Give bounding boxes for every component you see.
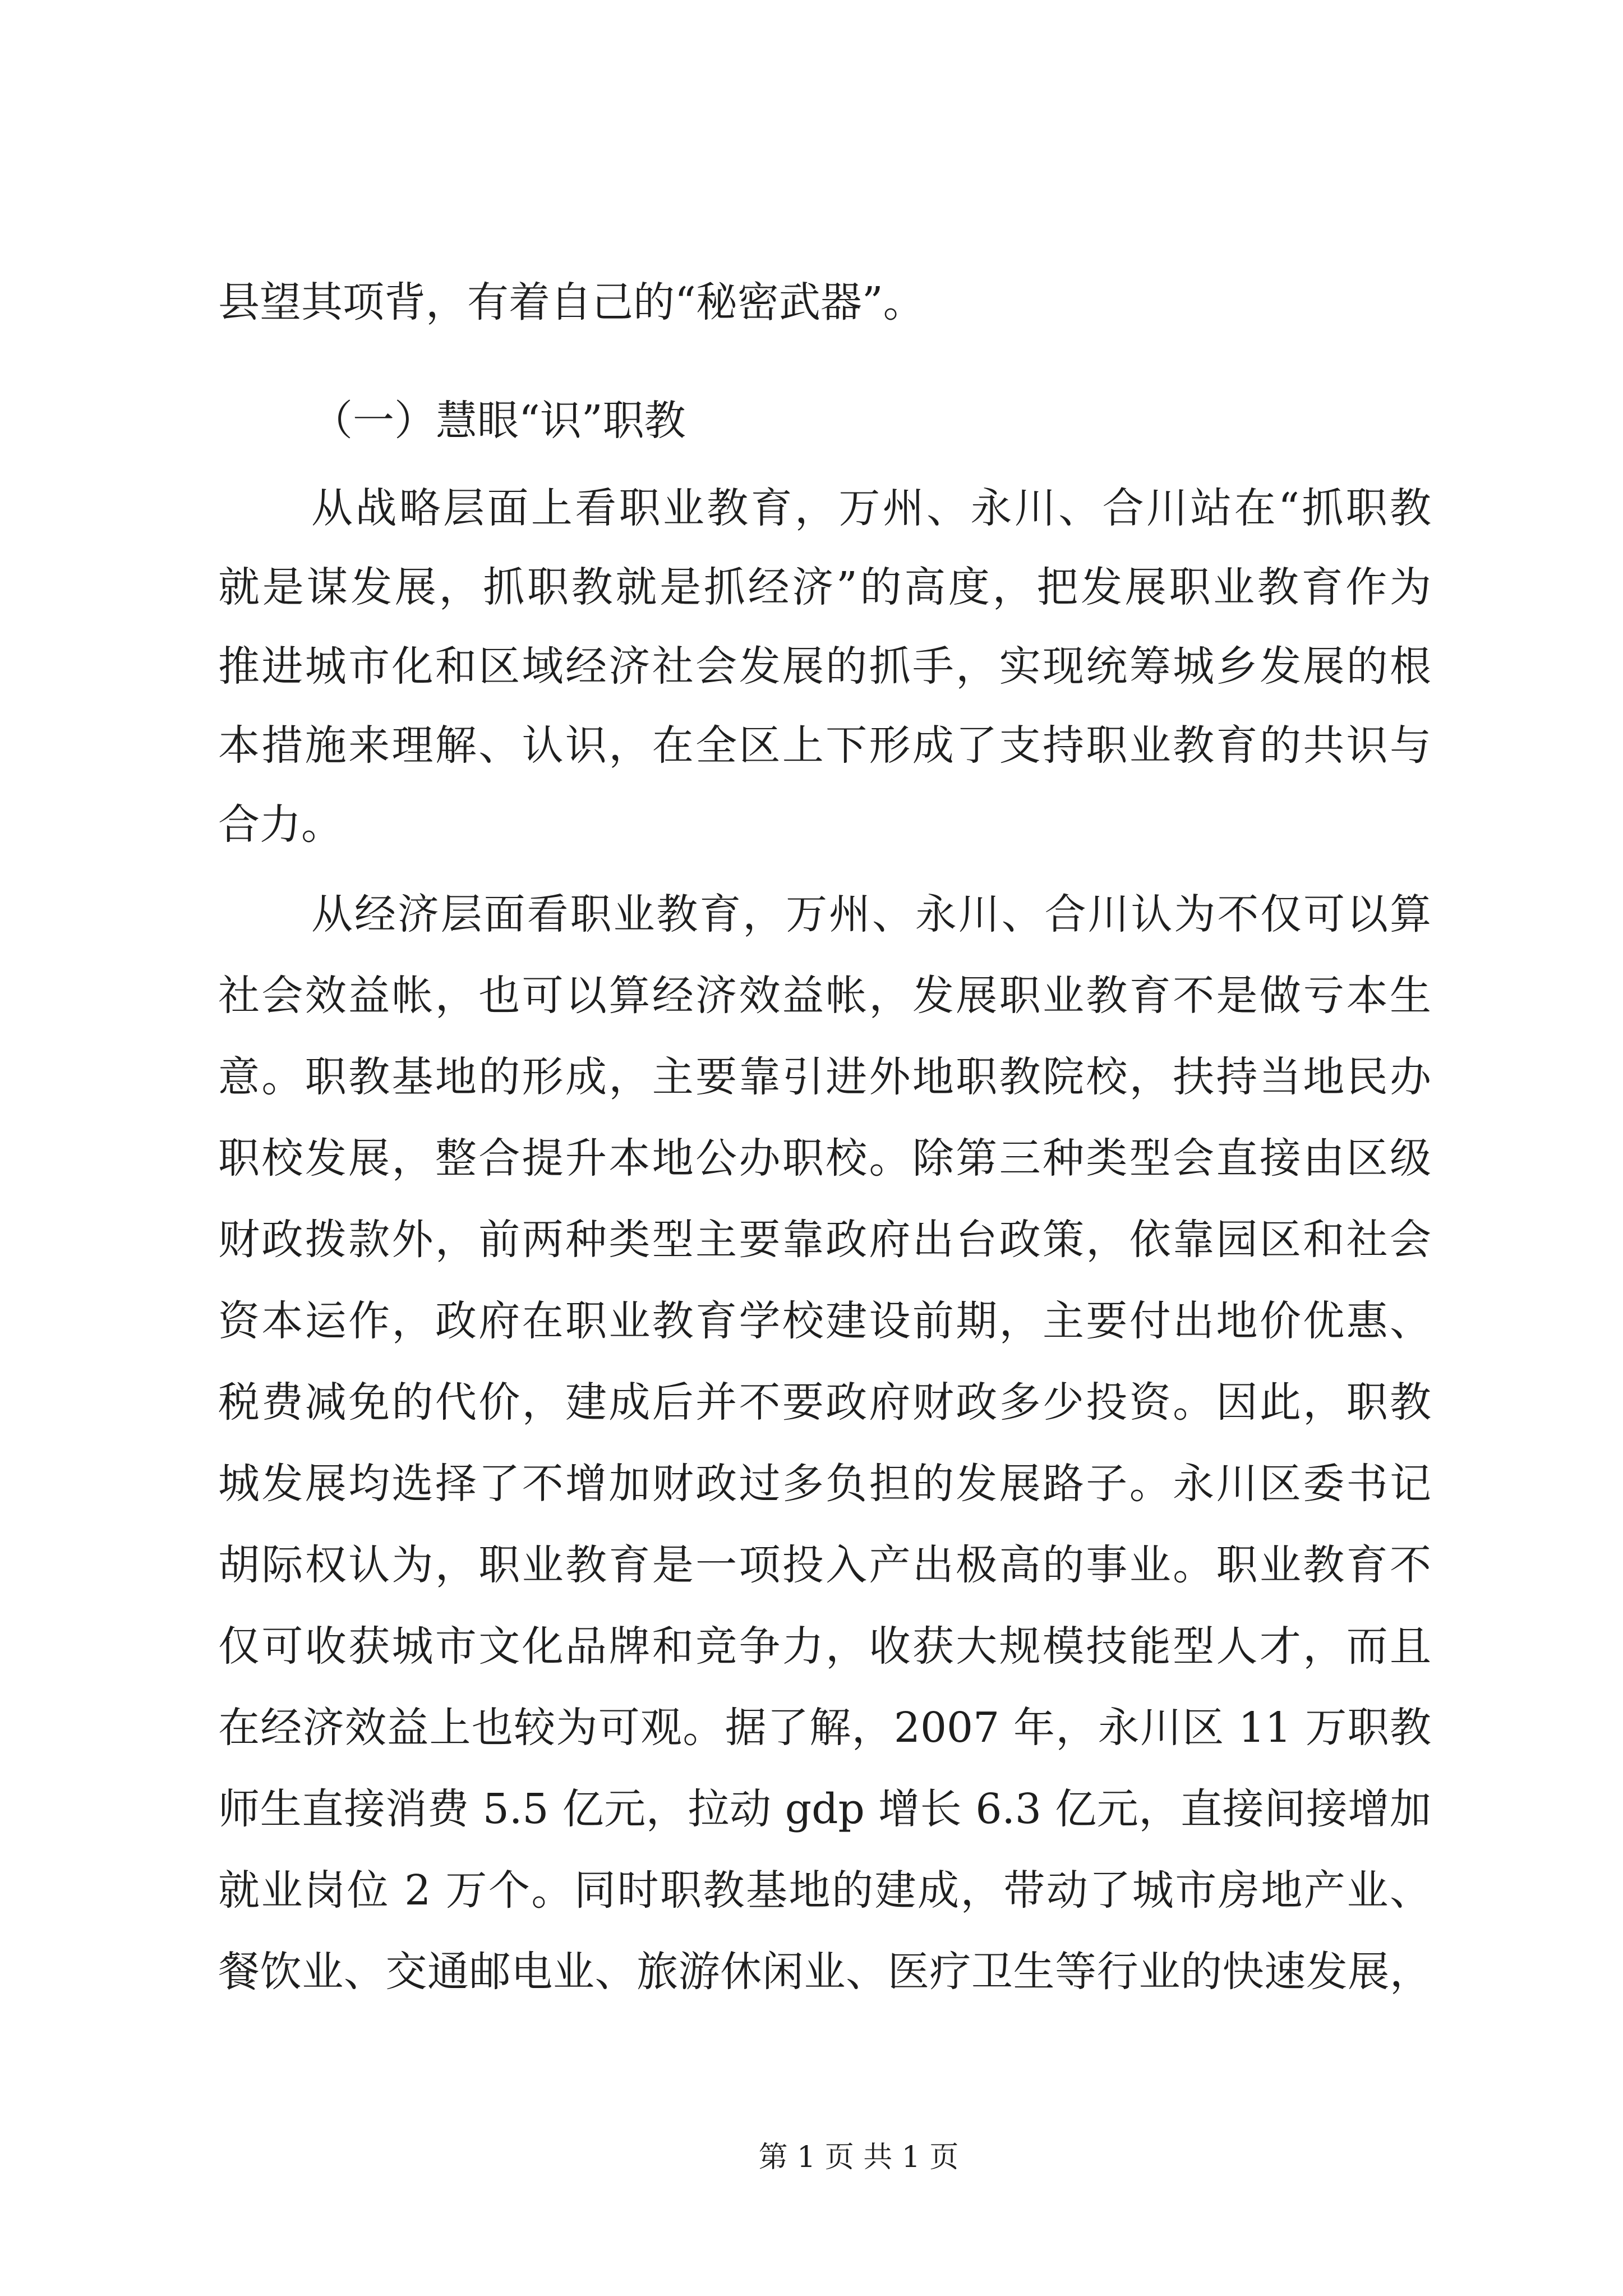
continuation-line: 县望其项背，有着自己的“秘密武器”。 (218, 278, 925, 326)
text-line: 城发展均选择了不增加财政过多负担的发展路子。永川区委书记 (218, 1460, 1431, 1508)
paragraph (218, 874, 1431, 2013)
text-line: 资本运作，政府在职业教育学校建设前期，主要付出地价优惠、 (218, 1297, 1431, 1345)
text-line: 在经济效益上也较为可观。据了解，2007 年，永川区 11 万职教 (218, 1704, 1431, 1752)
text-line: 本措施来理解、认识，在全区上下形成了支持职业教育的共识与 (218, 721, 1431, 770)
text-line: 餐饮业、交通邮电业、旅游休闲业、医疗卫生等行业的快速发展， (218, 1948, 1431, 1996)
paragraph (218, 469, 1431, 864)
text-line: 仅可收获城市文化品牌和竞争力，收获大规模技能型人才，而且 (218, 1622, 1431, 1671)
text-line: 推进城市化和区域经济社会发展的抓手，实现统筹城乡发展的根 (218, 642, 1431, 691)
text-line: 从战略层面上看职业教育，万州、永川、合川站在“抓职教 (311, 484, 1431, 532)
text-line: 就业岗位 2 万个。同时职教基地的建成，带动了城市房地产业、 (218, 1866, 1431, 1915)
section-heading: （一）慧眼“识”职教 (311, 397, 686, 445)
document-body (218, 262, 1431, 2013)
text-line: 职校发展，整合提升本地公办职校。除第三种类型会直接由区级 (218, 1134, 1431, 1182)
text-line: 社会效益帐，也可以算经济效益帐，发展职业教育不是做亏本生 (218, 972, 1431, 1020)
text-line: 胡际权认为，职业教育是一项投入产出极高的事业。职业教育不 (218, 1541, 1431, 1589)
text-line: 意。职教基地的形成，主要靠引进外地职教院校，扶持当地民办 (218, 1053, 1431, 1101)
text-line: 从经济层面看职业教育，万州、永川、合川认为不仅可以算 (311, 890, 1431, 938)
text-line: 合力。 (218, 800, 343, 849)
text-line: 税费减免的代价，建成后并不要政府财政多少投资。因此，职教 (218, 1378, 1431, 1427)
text-line: 就是谋发展，抓职教就是抓经济”的高度，把发展职业教育作为 (218, 563, 1431, 611)
text-line: 师生直接消费 5.5 亿元，拉动 gdp 增长 6.3 亿元，直接间接增加 (218, 1785, 1431, 1833)
text-line: 财政拨款外，前两种类型主要靠政府出台政策，依靠园区和社会 (218, 1216, 1431, 1264)
page-number-footer: 第 1 页 共 1 页 (758, 2141, 959, 2174)
